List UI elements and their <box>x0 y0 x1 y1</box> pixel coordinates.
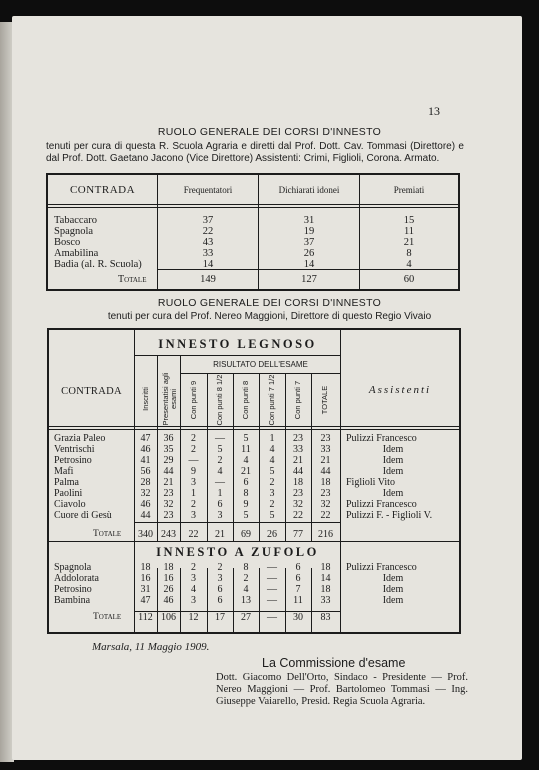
cell-value: 4 <box>406 259 412 270</box>
cell-value: 8 <box>243 562 249 573</box>
total-value: 12 <box>188 612 199 623</box>
cell-value: 18 <box>320 562 331 573</box>
cell-value: 3 <box>191 477 196 488</box>
table-row <box>49 595 459 606</box>
cell-value: 47 <box>140 595 151 606</box>
cell-value: 11 <box>403 226 415 237</box>
table-row <box>48 237 458 248</box>
cell-value: 26 <box>163 584 174 595</box>
cell-value: 18 <box>320 477 331 488</box>
cell-value: — <box>267 595 277 606</box>
contrada-name: Tabaccaro <box>54 215 97 226</box>
contrada-name: Spagnola <box>54 226 94 237</box>
cell-value: 15 <box>403 215 415 226</box>
assistente-name: Idem <box>382 584 404 595</box>
cell-value: 21 <box>163 477 174 488</box>
assistente-name: Pulizzi Francesco <box>346 499 417 510</box>
header-punti-7-5: Con punti 7 1/2 <box>267 374 276 426</box>
cell-value: — <box>215 477 225 488</box>
cell-value: 5 <box>217 444 223 455</box>
assistente-name: Idem <box>382 444 404 455</box>
assistente-name: Idem <box>382 595 404 606</box>
cell-value: 1 <box>269 433 275 444</box>
header-risultato: RISULTATO DELL'ESAME <box>213 360 308 369</box>
total-value: 106 <box>161 612 176 623</box>
cell-value: 18 <box>293 477 303 488</box>
total-value: 69 <box>241 529 251 540</box>
contrada-name: Petrosino <box>54 455 92 466</box>
cell-value: 2 <box>269 499 275 510</box>
cell-value: 46 <box>163 595 174 606</box>
table-corsi-scuola <box>46 173 460 291</box>
title-innesto-legnoso: INNESTO LEGNOSO <box>158 337 317 351</box>
total-value: 26 <box>267 529 277 540</box>
cell-value: 32 <box>293 499 303 510</box>
cell-value: 14 <box>303 259 315 270</box>
header-punti-8-5: Con punti 8 1/2 <box>215 374 224 426</box>
title-innesto-zufolo: INNESTO A ZUFOLO <box>156 545 319 559</box>
header-presentatisi: Presentatisi agli esami <box>161 372 178 426</box>
cell-value: — <box>267 562 277 573</box>
cell-value: 21 <box>403 237 415 248</box>
contrada-name: Bambina <box>54 595 91 606</box>
cell-value: 23 <box>293 433 303 444</box>
cell-value: 23 <box>163 510 174 521</box>
cell-value: 8 <box>243 488 249 499</box>
total-value: 77 <box>293 529 303 540</box>
cell-value: 46 <box>140 499 151 510</box>
cell-value: 2 <box>191 562 196 573</box>
cell-value: — <box>215 433 225 444</box>
cell-value: 14 <box>320 573 331 584</box>
header-punti-9: Con punti 9 <box>189 380 198 420</box>
total-idonei: 127 <box>301 274 317 285</box>
cell-value: 8 <box>406 248 412 259</box>
table-row <box>49 477 459 488</box>
cell-value: 4 <box>269 444 275 455</box>
cell-value: 23 <box>293 488 303 499</box>
cell-value: 26 <box>303 248 315 259</box>
table-row <box>49 573 459 584</box>
cell-value: 2 <box>217 562 223 573</box>
cell-value: 18 <box>320 584 331 595</box>
total-label: Totale <box>118 274 147 285</box>
cell-value: 5 <box>243 433 249 444</box>
cell-value: 47 <box>140 433 151 444</box>
total-value: 27 <box>241 612 251 623</box>
page-number: 13 <box>428 104 440 118</box>
cell-value: 5 <box>269 510 275 521</box>
cell-value: 2 <box>269 477 275 488</box>
zufolo-total-label: Totale <box>93 612 122 622</box>
cell-value: 4 <box>269 455 275 466</box>
table-corsi-vivaio <box>47 328 461 634</box>
total-value: 243 <box>161 529 176 540</box>
cell-value: 44 <box>163 466 174 477</box>
cell-value: 9 <box>243 499 249 510</box>
assistente-name: Pulizzi Francesco <box>346 562 417 573</box>
total-value: 112 <box>138 612 153 623</box>
total-value: 216 <box>318 529 333 540</box>
cell-value: 6 <box>217 595 223 606</box>
cell-value: 3 <box>191 510 196 521</box>
assistente-name: Idem <box>382 488 404 499</box>
header-contrada: CONTRADA <box>69 184 136 196</box>
assistente-name: Idem <box>382 455 404 466</box>
contrada-name: Paolini <box>54 488 83 499</box>
cell-value: — <box>188 455 199 466</box>
contrada-name: Addolorata <box>54 573 99 584</box>
cell-value: 44 <box>293 466 303 477</box>
assistente-name: Pulizzi F. - Figlioli V. <box>346 510 433 521</box>
contrada-name: Badia (al. R. Scuola) <box>54 259 142 270</box>
cell-value: 18 <box>163 562 174 573</box>
cell-value: 28 <box>140 477 151 488</box>
table-row <box>49 499 459 510</box>
cell-value: 2 <box>191 433 196 444</box>
cell-value: 46 <box>140 444 151 455</box>
total-frequentatori: 149 <box>200 274 216 285</box>
cell-value: 4 <box>191 584 196 595</box>
cell-value: 9 <box>191 466 196 477</box>
cell-value: 13 <box>241 595 251 606</box>
cell-value: 33 <box>320 595 331 606</box>
cell-value: 37 <box>202 215 214 226</box>
header-frequentatori: Frequentatori <box>183 185 233 195</box>
assistente-name: Idem <box>382 466 404 477</box>
cell-value: 5 <box>243 510 249 521</box>
cell-value: 7 <box>295 584 301 595</box>
contrada-name: Ventrischi <box>54 444 95 455</box>
cell-value: 11 <box>293 595 303 606</box>
table-row <box>49 455 459 466</box>
header-inscritti: Inscritti <box>141 387 150 411</box>
contrada-name: Amabilina <box>54 248 99 259</box>
cell-value: 4 <box>243 584 249 595</box>
cell-value: 14 <box>202 259 214 270</box>
cell-value: 3 <box>269 488 275 499</box>
cell-value: 22 <box>202 226 214 237</box>
cell-value: — <box>267 584 277 595</box>
table-row <box>48 248 458 259</box>
table-row <box>49 433 459 444</box>
cell-value: 6 <box>217 584 223 595</box>
section1-paragraph: tenuti per cura di questa R. Scuola Agraria e diretti dal Prof. Dott. Cav. Tommasi (Direttore) e dal Prof. Dott. Gaetano Jacono (Vice Direttore) Assistenti: Crimi, Figlioli, Corona. Armato. <box>46 141 464 164</box>
table-row <box>48 226 458 237</box>
total-value: 30 <box>293 612 303 623</box>
contrada-name: Mafi <box>54 466 74 477</box>
table-row <box>48 215 458 226</box>
cell-value: 22 <box>293 510 303 521</box>
cell-value: 37 <box>303 237 315 248</box>
cell-value: 21 <box>320 455 331 466</box>
section2-subheading: tenuti per cura del Prof. Nereo Maggioni, Direttore di questo Regio Vivaio <box>107 311 432 322</box>
legnoso-total-label: Totale <box>93 529 122 539</box>
cell-value: 23 <box>163 488 174 499</box>
totals-row <box>49 529 459 540</box>
cell-value: 16 <box>163 573 174 584</box>
cell-value: 31 <box>303 215 315 226</box>
assistente-name: Figlioli Vito <box>346 477 395 488</box>
cell-value: 2 <box>191 444 196 455</box>
cell-value: 21 <box>293 455 303 466</box>
commission-title: La Commissione d'esame <box>262 656 406 670</box>
total-value: 21 <box>215 529 225 540</box>
header-dichiarati-idonei: Dichiarati idonei <box>278 185 340 195</box>
contrada-name: Petrosino <box>54 584 92 595</box>
cell-value: 33 <box>202 248 214 259</box>
place-date: Marsala, 11 Maggio 1909. <box>92 641 210 653</box>
header-assistenti: Assistenti <box>368 384 432 396</box>
cell-value: 18 <box>140 562 151 573</box>
cell-value: 21 <box>241 466 251 477</box>
cell-value: 23 <box>320 433 331 444</box>
cell-value: 6 <box>295 573 301 584</box>
cell-value: 11 <box>241 444 251 455</box>
cell-value: 3 <box>191 573 196 584</box>
contrada-name: Cuore di Gesù <box>54 510 112 521</box>
cell-value: 19 <box>303 226 315 237</box>
cell-value: 4 <box>217 466 223 477</box>
cell-value: 32 <box>163 499 174 510</box>
totals-row <box>49 612 459 623</box>
cell-value: 43 <box>202 237 214 248</box>
cell-value: 29 <box>163 455 174 466</box>
cell-value: 6 <box>295 562 301 573</box>
cell-value: 31 <box>140 584 151 595</box>
total-value: 83 <box>320 612 331 623</box>
header-totale: TOTALE <box>320 385 329 415</box>
header-punti-7: Con punti 7 <box>293 380 302 420</box>
assistente-name: Idem <box>382 573 404 584</box>
total-value: 340 <box>138 529 153 540</box>
contrada-name: Palma <box>54 477 79 488</box>
cell-value: 4 <box>243 455 249 466</box>
table-row <box>49 444 459 455</box>
total-value: — <box>267 612 277 623</box>
cell-value: 2 <box>243 573 249 584</box>
section1-heading: RUOLO GENERALE DEI CORSI D'INNESTO <box>157 126 382 138</box>
commission-members: Dott. Giacomo Dell'Orto, Sindaco - Presidente — Prof. Nereo Maggioni — Prof. Bartolomeo Tommasi — Ing. Giuseppe Vaiarello, Presid. Regia Scuola Agraria. <box>216 672 468 707</box>
cell-value: 6 <box>217 499 223 510</box>
cell-value: 1 <box>217 488 223 499</box>
total-premiati: 60 <box>403 274 415 285</box>
cell-value: 44 <box>140 510 151 521</box>
contrada-name: Ciavolo <box>54 499 86 510</box>
cell-value: 44 <box>320 466 331 477</box>
header-premiati: Premiati <box>393 185 425 195</box>
cell-value: 2 <box>191 499 196 510</box>
cell-value: 6 <box>243 477 249 488</box>
cell-value: 5 <box>269 466 275 477</box>
cell-value: 16 <box>140 573 151 584</box>
contrada-name: Bosco <box>54 237 81 248</box>
cell-value: 33 <box>320 444 331 455</box>
table-row <box>49 466 459 477</box>
table-row <box>49 584 459 595</box>
table-row <box>49 562 459 573</box>
cell-value: 56 <box>140 466 151 477</box>
cell-value: 32 <box>320 499 331 510</box>
cell-value: 33 <box>293 444 303 455</box>
assistente-name: Pulizzi Francesco <box>346 433 417 444</box>
table-row <box>49 488 459 499</box>
header-contrada: CONTRADA <box>61 386 122 397</box>
header-punti-8: Con punti 8 <box>241 380 250 420</box>
cell-value: 32 <box>140 488 151 499</box>
cell-value: 22 <box>320 510 331 521</box>
total-value: 22 <box>188 529 199 540</box>
contrada-name: Spagnola <box>54 562 92 573</box>
cell-value: 3 <box>217 573 223 584</box>
cell-value: 23 <box>320 488 331 499</box>
cell-value: 35 <box>163 444 174 455</box>
cell-value: 3 <box>191 595 196 606</box>
table-row <box>49 510 459 521</box>
cell-value: 41 <box>140 455 151 466</box>
cell-value: 3 <box>217 510 223 521</box>
contrada-name: Grazia Paleo <box>54 433 106 444</box>
cell-value: 36 <box>163 433 174 444</box>
cell-value: 2 <box>217 455 223 466</box>
table-row <box>48 259 458 270</box>
cell-value: — <box>267 573 277 584</box>
total-value: 17 <box>215 612 225 623</box>
cell-value: 1 <box>191 488 196 499</box>
section2-heading: RUOLO GENERALE DEI CORSI D'INNESTO <box>157 297 382 309</box>
